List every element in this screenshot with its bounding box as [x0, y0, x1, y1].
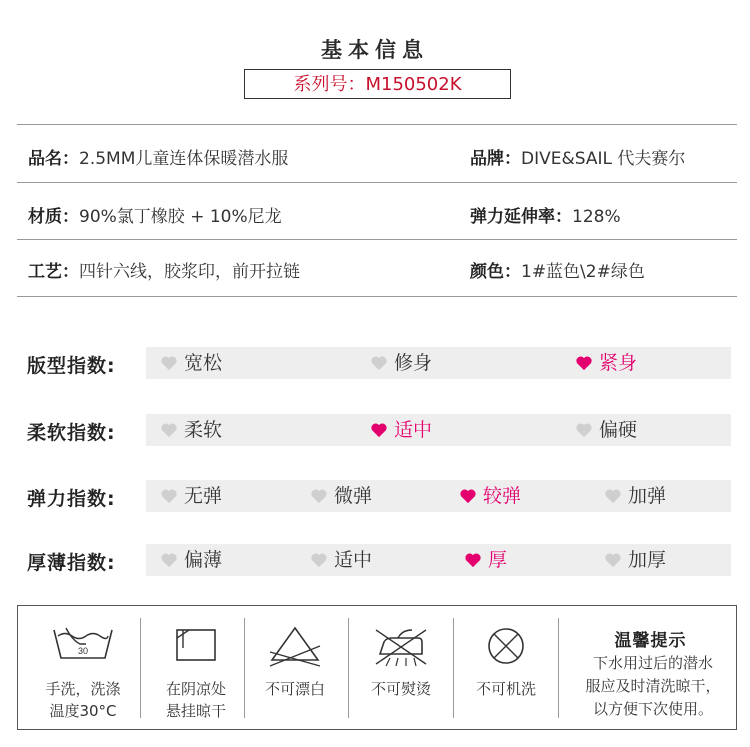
index-option	[160, 347, 222, 379]
divider	[17, 239, 737, 240]
care-instructions-box	[17, 605, 737, 730]
info-label: 工艺：	[28, 262, 79, 282]
index-label-thickness: 厚薄指数:	[27, 552, 116, 574]
care-item-hand-wash	[28, 606, 138, 729]
index-option-label: 紧身	[599, 352, 638, 374]
index-option	[160, 480, 222, 512]
index-option-label: 偏薄	[184, 549, 223, 571]
index-option-label: 宽松	[184, 352, 223, 374]
info-label: 品名：	[28, 149, 79, 169]
info-material	[28, 202, 282, 227]
index-option	[310, 544, 372, 576]
index-option	[459, 480, 521, 512]
index-label-softness: 柔软指数:	[27, 422, 116, 444]
index-option-label: 加弹	[628, 485, 667, 507]
info-label: 弹力延伸率：	[470, 207, 572, 227]
info-label: 颜色：	[470, 262, 521, 282]
heart-icon	[310, 488, 328, 504]
index-option-label: 厚	[488, 549, 508, 571]
index-option	[160, 544, 222, 576]
care-text: 不可机洗	[475, 680, 536, 698]
no-machine-wash-icon	[451, 624, 561, 668]
index-option	[604, 544, 666, 576]
divider	[17, 124, 737, 125]
index-bar-thickness	[146, 544, 731, 576]
care-text: 不可熨烫	[370, 680, 431, 698]
care-item-hang-dry	[141, 606, 251, 729]
heart-icon	[464, 552, 482, 568]
info-product-name	[28, 144, 288, 169]
index-bar-fit	[146, 347, 731, 379]
index-option-label: 适中	[394, 419, 433, 441]
divider	[17, 182, 737, 183]
index-option	[604, 480, 666, 512]
info-brand	[470, 144, 685, 169]
heart-icon	[310, 552, 328, 568]
index-option-label: 较弹	[483, 485, 522, 507]
index-option	[310, 480, 372, 512]
care-text: 不可漂白	[264, 680, 325, 698]
index-option-label: 修身	[394, 352, 433, 374]
index-option	[370, 414, 432, 446]
index-label-fit: 版型指数:	[27, 355, 116, 377]
info-label: 材质：	[28, 207, 79, 227]
heart-icon	[459, 488, 477, 504]
heart-icon	[604, 552, 622, 568]
no-bleach-icon	[240, 624, 350, 668]
info-value: 128%	[572, 207, 621, 227]
info-value: 四针六线，胶浆印，前开拉链	[79, 262, 300, 282]
page-title: 基本信息	[321, 38, 429, 62]
index-option-label: 偏硬	[599, 419, 638, 441]
info-value: 1#蓝色\2#绿色	[521, 262, 645, 282]
index-option	[160, 414, 222, 446]
index-option-label: 微弹	[334, 485, 373, 507]
index-option-label: 柔软	[184, 419, 223, 441]
index-option-label: 适中	[334, 549, 373, 571]
heart-icon	[160, 355, 178, 371]
index-option-label: 无弹	[184, 485, 223, 507]
heart-icon	[575, 422, 593, 438]
index-option	[575, 347, 637, 379]
hand-wash-30-icon	[28, 624, 138, 668]
tips-body: 下水用过后的潜水 服应及时清洗晾干， 以方便下次使用。	[585, 654, 721, 718]
index-option	[575, 414, 637, 446]
info-label: 品牌：	[470, 149, 521, 169]
wash-temperature: 30	[77, 646, 89, 656]
divider	[558, 618, 559, 718]
care-item-no-iron	[346, 606, 456, 729]
index-bar-softness	[146, 414, 731, 446]
heart-icon	[160, 488, 178, 504]
heart-icon	[160, 552, 178, 568]
index-option	[464, 544, 507, 576]
heart-icon	[604, 488, 622, 504]
index-option	[370, 347, 432, 379]
divider	[17, 296, 737, 297]
care-text: 手洗，洗涤 温度30°C	[45, 680, 121, 720]
info-elasticity	[470, 202, 621, 227]
tips-title: 温馨提示	[614, 631, 687, 651]
care-item-no-machine-wash	[451, 606, 561, 729]
info-craft	[28, 257, 300, 282]
index-label-elasticity: 弹力指数:	[27, 488, 116, 510]
heart-icon	[160, 422, 178, 438]
heart-icon	[370, 422, 388, 438]
care-text: 在阴凉处 悬挂晾干	[165, 680, 226, 720]
info-value: DIVE&SAIL 代夫赛尔	[521, 149, 686, 169]
info-value: 2.5MM儿童连体保暖潜水服	[79, 149, 289, 169]
info-color	[470, 257, 645, 282]
series-number-box: 系列号：M150502K	[244, 69, 511, 99]
heart-icon	[575, 355, 593, 371]
no-iron-icon	[346, 624, 456, 668]
info-value: 90%氯丁橡胶 + 10%尼龙	[79, 207, 282, 227]
care-item-no-bleach	[240, 606, 350, 729]
heart-icon	[370, 355, 388, 371]
index-bar-elasticity	[146, 480, 731, 512]
index-option-label: 加厚	[628, 549, 667, 571]
hang-dry-shade-icon	[141, 624, 251, 668]
